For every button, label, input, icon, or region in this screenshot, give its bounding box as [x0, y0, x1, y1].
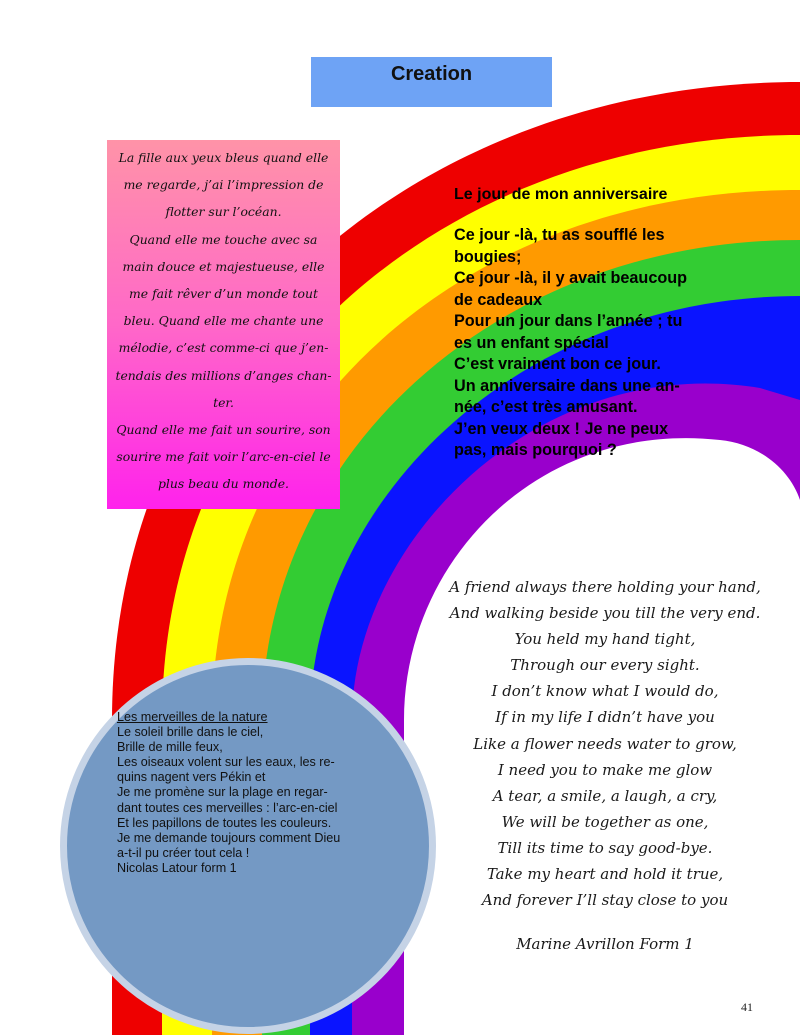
poem-line: Les oiseaux volent sur les eaux, les re-: [117, 755, 335, 770]
poem-line: Quand elle me fait un sourire, son: [116, 422, 331, 438]
poem-line: flotter sur l’océan.: [165, 204, 282, 220]
poem-line: Take my heart and hold it true,: [486, 865, 724, 884]
poem-line: sourire me fait voir l’arc-en-ciel le: [116, 449, 331, 465]
poem-line: You held my hand tight,: [514, 630, 696, 649]
poem-line: Like a flower needs water to grow,: [473, 734, 737, 753]
poem-line: tendais des millions d’anges chan-: [115, 367, 332, 383]
poem-line: Brille de mille feux,: [117, 740, 223, 755]
poem-line: J’en veux deux ! Je ne peux: [454, 419, 669, 438]
poem-line: La fille aux yeux bleus quand elle: [118, 150, 329, 165]
poem-line: plus beau du monde.: [158, 476, 289, 492]
poem-line: We will be together as one,: [501, 812, 709, 831]
poem-line: If in my life I didn’t have you: [495, 708, 715, 727]
poem-line: A friend always there holding your hand,: [449, 578, 761, 596]
birthday-poem-title: Le jour de mon anniversaire: [454, 186, 668, 203]
poem-line: Je me promène sur la plage en regar-: [117, 785, 328, 800]
poem-line: bougies;: [454, 247, 522, 266]
poem-line: Pour un jour dans l’année ; tu: [454, 312, 683, 330]
friendship-poem: [420, 574, 790, 957]
french-poem-box: [107, 140, 340, 509]
poem-line: mélodie, c’est comme-ci que j’en-: [118, 340, 329, 356]
poem-line: Et les papillons de toutes les couleurs.: [117, 815, 332, 830]
poem-line: de cadeaux: [454, 290, 543, 309]
birthday-poem: [454, 183, 754, 462]
poem-line: Le soleil brille dans le ciel,: [117, 725, 264, 740]
poem-line: a-t-il pu créer tout cela !: [117, 845, 250, 860]
poem-line: Je me demande toujours comment Dieu: [117, 830, 341, 845]
poem-line: Ce jour -là, tu as soufflé les: [454, 226, 665, 244]
poem-line: Quand elle me touche avec sa: [129, 231, 318, 247]
poem-line: pas, mais pourquoi ?: [454, 441, 617, 459]
poem-line: bleu. Quand elle me chante une: [123, 313, 324, 329]
nature-poem: [117, 710, 385, 876]
poem-line: ter.: [213, 394, 234, 410]
poem-line: main douce et majestueuse, elle: [122, 258, 325, 274]
poem-line: Through our every sight.: [510, 656, 700, 675]
poem-line: Un anniversaire dans une an-: [454, 376, 680, 395]
poem-line: me fait rêver d’un monde tout: [129, 286, 318, 302]
poem-line: née, c’est très amusant.: [454, 398, 638, 416]
poem-line: Ce jour -là, il y avait beaucoup: [454, 269, 687, 287]
poem-line: I don’t know what I would do,: [491, 682, 719, 701]
poem-line: es un enfant spécial: [454, 333, 609, 352]
poem-line: And walking beside you till the very end.: [449, 604, 761, 623]
page-title: Creation: [311, 57, 552, 107]
poem-line: me regarde, j’ai l’impression de: [123, 177, 324, 193]
nature-poem-title: Les merveilles de la nature: [117, 710, 268, 724]
poem-line: C’est vraiment bon ce jour.: [454, 355, 661, 373]
poem-line: I need you to make me glow: [497, 760, 713, 779]
poem-line: dant toutes ces merveilles : l’arc-en-ciel: [117, 800, 338, 815]
poem-line: Till its time to say good-bye.: [497, 838, 713, 857]
poem-author: Nicolas Latour form 1: [117, 860, 237, 875]
page-number: 41: [741, 1000, 753, 1014]
poem-author: Marine Avrillon Form 1: [516, 935, 694, 954]
poem-line: And forever I’ll stay close to you: [481, 891, 729, 910]
poem-line: quins nagent vers Pékin et: [117, 770, 266, 785]
poem-line: A tear, a smile, a laugh, a cry,: [492, 786, 718, 805]
